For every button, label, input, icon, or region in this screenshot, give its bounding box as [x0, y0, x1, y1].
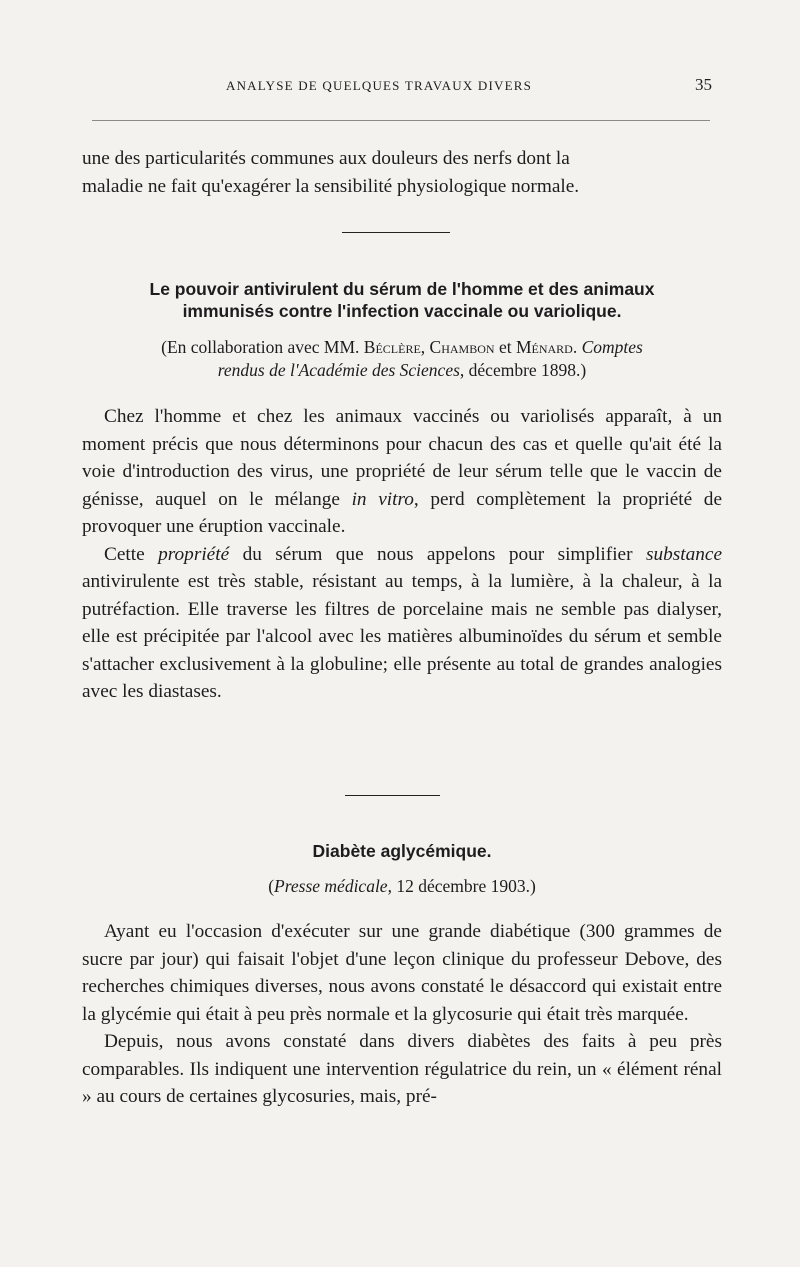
intro-paragraph	[82, 145, 722, 200]
citation-line-2	[82, 359, 722, 382]
section-2	[82, 840, 722, 1111]
citation-line-1	[82, 336, 722, 359]
section-1-body	[82, 403, 722, 706]
citation-date: , 12 décembre 1903.)	[387, 876, 536, 896]
text-run: du sérum que nous appelons pour simplifier	[229, 543, 646, 565]
running-title: ANALYSE DE QUELQUES TRAVAUX DIVERS	[226, 78, 533, 93]
citation-sep: et	[494, 337, 516, 357]
section-2-title: Diabète aglycémique.	[312, 841, 492, 861]
text-run: Cette	[104, 543, 159, 565]
citation-sep: ,	[420, 337, 430, 357]
journal-name: Presse médicale	[274, 876, 388, 896]
header-rule	[92, 120, 710, 121]
section-1-paragraph-1	[82, 403, 722, 541]
intro-line-1: une des particularités communes aux douleurs des nerfs dont la	[82, 148, 570, 169]
author-chambon: Chambon	[429, 337, 495, 357]
section-1	[82, 278, 722, 706]
citation-prefix: (En collaboration avec MM.	[161, 337, 364, 357]
citation-date: , décembre 1898.)	[459, 360, 587, 380]
section-2-body	[82, 918, 722, 1111]
author-beclere: Béclère	[363, 337, 421, 357]
section-1-paragraph-2	[82, 541, 722, 706]
section-1-citation	[82, 336, 722, 382]
intro-line-2: maladie ne fait qu'exagérer la sensibilité physiologique normale.	[82, 175, 580, 197]
italic-run: in vitro	[351, 488, 414, 510]
section-1-title	[82, 278, 722, 322]
italic-run: propriété	[158, 543, 230, 565]
section-2-citation	[82, 875, 722, 898]
section-separator-2	[345, 795, 440, 796]
text-run: , perd complètement la propriété de provoquer une éruption vaccinale.	[82, 488, 722, 537]
page-number: 35	[695, 75, 712, 94]
section-2-paragraph-1: Ayant eu l'occasion d'exécuter sur une grande diabétique (300 grammes de sucre par jour) qui faisait l'objet d'une leçon clinique du professeur Debove, des recherches chimiques diverses, nous avons constaté le désaccord qui existait entre la glycémie qui était à peu près normale et la glycosurie qui était très marquée.	[82, 921, 722, 1025]
section-1-title-line-1: Le pouvoir antivirulent du sérum de l'homme et des animaux	[149, 279, 655, 299]
text-run: Chez l'homme et chez les animaux vaccinés ou variolisés apparaît, à un moment précis que nous déterminons pour chacun des cas et quelle qu'ait été la voie d'introduction des virus, une propriété de leur sérum telle que le vaccin de génisse, auquel on le mélange	[82, 406, 722, 510]
author-menard: Ménard	[515, 337, 573, 357]
italic-run: substance	[645, 543, 722, 565]
text-run: antivirulente est très stable, résistant au temps, à la lumière, à la chaleur, à la putréfaction. Elle traverse les filtres de porcelaine mais ne semble pas dialyser, elle est précipitée par l'alcool avec les matières albuminoïdes du sérum et semble s'attacher exclusivement à la globuline; elle présente au total de grandes analogies avec les diastases.	[82, 571, 722, 702]
section-1-title-line-2: immunisés contre l'infection vaccinale ou variolique.	[182, 301, 622, 321]
citation-paren: (	[268, 876, 275, 896]
section-2-paragraph-2: Depuis, nous avons constaté dans divers diabètes des faits à peu près comparables. Ils indiquent une intervention régulatrice du rein, un « élément rénal » au cours de certaines glycosuries, mais, pré-	[82, 1031, 722, 1107]
section-separator-1	[342, 232, 450, 233]
citation-sep: .	[572, 337, 582, 357]
journal-name-part-1: Comptes	[581, 337, 643, 357]
journal-name-part-2: rendus de l'Académie des Sciences	[217, 360, 460, 380]
